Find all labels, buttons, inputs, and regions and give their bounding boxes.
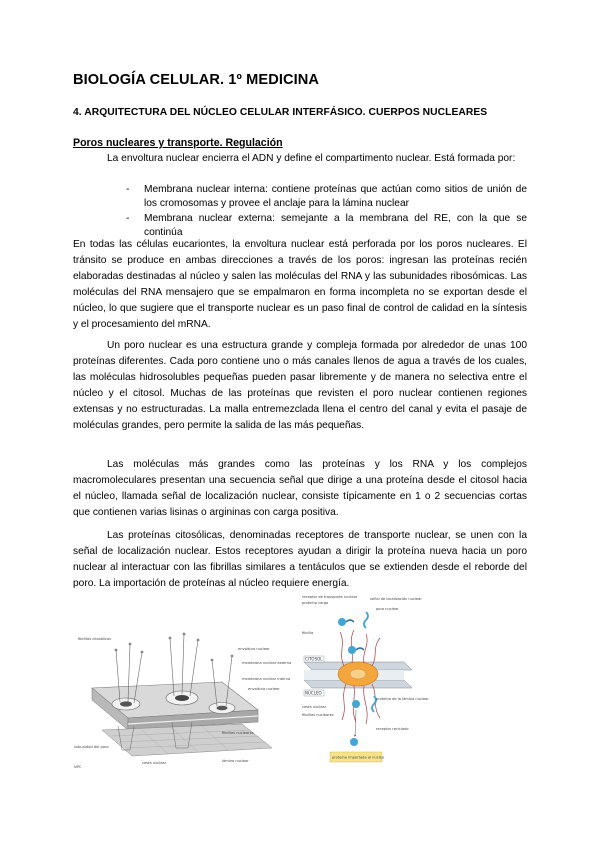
figure-label: receptor de transporte nuclear bbox=[302, 595, 358, 599]
section-heading: Poros nucleares y transporte. Regulación bbox=[73, 137, 283, 149]
figure-label: fibrillas nucleares bbox=[302, 713, 334, 717]
pore-channel bbox=[175, 695, 189, 701]
imported-protein bbox=[352, 700, 360, 708]
document-title: BIOLOGÍA CELULAR. 1º MEDICINA bbox=[73, 72, 320, 88]
imported-protein bbox=[350, 738, 358, 746]
figure-label: membrana nuclear interna bbox=[242, 677, 291, 681]
figure-label: señal de localización nuclear bbox=[370, 597, 422, 601]
chapter-heading: 4. ARQUITECTURA DEL NÚCLEO CELULAR INTERFÁSICO. CUERPOS NUCLEARES bbox=[73, 107, 488, 118]
bullet-text: Membrana nuclear externa: semejante a la membrana del RE, con la que se continúa bbox=[144, 213, 527, 238]
figure-label: receptor reciclado bbox=[376, 727, 409, 731]
figure-label: NPC bbox=[74, 765, 82, 769]
receptor-shape bbox=[364, 612, 368, 628]
nucleus-label: NÚCLEO bbox=[305, 690, 322, 696]
dash-marker: - bbox=[126, 184, 130, 195]
bullet-text: Membrana nuclear interna: contiene proteínas que actúan como sitios de unión de los cromosomas y provee el anclaje para la lámina nuclear bbox=[144, 184, 527, 209]
pore-channel bbox=[350, 669, 366, 679]
paragraph-text: En todas las células eucariontes, la envoltura nuclear está perforada por los poros nucleares. El tránsito se produce en ambas direcciones a través de los poros: ingresan las proteínas recién elaboradas destinadas al núcleo y salen las moléculas del RNA y las subunidades ribosómicas. Las moléculas del RNA mensajero que se empalmaron en forma incompleta no se exportan desde el núcleo, lo que sugiere que el transporte nuclear es un paso final de control de calidad en la síntesis y el procesamiento del mRNA. bbox=[73, 239, 527, 330]
bullet-item bbox=[126, 212, 527, 240]
paragraph-signal bbox=[73, 457, 527, 521]
dash-marker: - bbox=[126, 213, 130, 224]
figure-label: fibrillas nucleares bbox=[222, 731, 254, 735]
figure-label: poro nuclear bbox=[376, 607, 399, 611]
figure-label: cesta nuclear bbox=[302, 705, 327, 709]
figure-label: envoltura nuclear bbox=[248, 687, 280, 691]
paragraph-receptors bbox=[73, 528, 527, 592]
figure-label: fibrilla bbox=[302, 631, 314, 635]
figure-label: fibrillas citosólicas bbox=[78, 637, 111, 641]
pore-channel bbox=[120, 701, 132, 706]
figure-label: proteína cargo bbox=[302, 601, 329, 605]
nuclear-import-figure bbox=[300, 592, 429, 776]
figure-label: proteína importada al núcleo bbox=[332, 755, 385, 760]
cargo-protein bbox=[348, 646, 356, 654]
cargo-protein bbox=[338, 618, 346, 626]
bullet-item bbox=[126, 183, 527, 211]
paragraph-pores bbox=[73, 237, 527, 333]
figure-label: envoltura nuclear bbox=[238, 647, 270, 651]
paragraph-text: Un poro nuclear es una estructura grande y compleja formada por alrededor de unas 100 proteínas diferentes. Cada poro contiene uno o más canales llenos de agua a través de los cuales, las moléculas hidrosolubles pequeñas pueden pasar libremente y de manera no selectiva entre el núcleo y el citosol. Muchas de las proteínas que revisten el poro nuclear contienen regiones extensas y no estructuradas. La malla entremezclada llena el centro del canal y evita el pasaje de moléculas grandes, pero permite la salida de las más pequeñas. bbox=[73, 340, 527, 431]
figure-label: proteína de la lámina nuclear bbox=[376, 697, 429, 701]
paragraph-text: La envoltura nuclear encierra el ADN y define el compartimento nuclear. Está formada por: bbox=[107, 153, 516, 164]
paragraph-intro bbox=[73, 151, 527, 167]
pore-channel bbox=[217, 706, 228, 711]
nuclear-envelope-figure bbox=[72, 630, 290, 772]
figure-label: subunidad del poro bbox=[74, 745, 109, 749]
figure-label: lámina nuclear bbox=[222, 759, 249, 763]
paragraph-text: Las proteínas citosólicas, denominadas receptores de transporte nuclear, se unen con la señal de localización nuclear. Estos receptores ayudan a dirigir la proteína nueva hacia un poro nuclear al interactuar con las fibrillas similares a tentáculos que se extienden desde el reborde del poro. La importación de proteínas al núcleo requiere energía. bbox=[73, 530, 527, 589]
nuclear-receptor bbox=[346, 620, 354, 622]
cytosol-label: CITOSOL bbox=[305, 656, 323, 662]
paragraph-pore-structure bbox=[73, 338, 527, 434]
figure-label: cesta nuclear bbox=[142, 761, 167, 765]
figure-label: membrana nuclear externa bbox=[242, 661, 292, 665]
paragraph-text: Las moléculas más grandes como las proteínas y los RNA y los complejos macromoleculares presentan una secuencia señal que dirige a una proteína desde el citosol hacia el núcleo, llamada señal de localización nuclear, consiste típicamente en 1 o 2 secuencias cortas que contienen varias lisinas o argininas con carga positiva. bbox=[73, 459, 527, 518]
nuclear-lamina bbox=[102, 724, 272, 756]
